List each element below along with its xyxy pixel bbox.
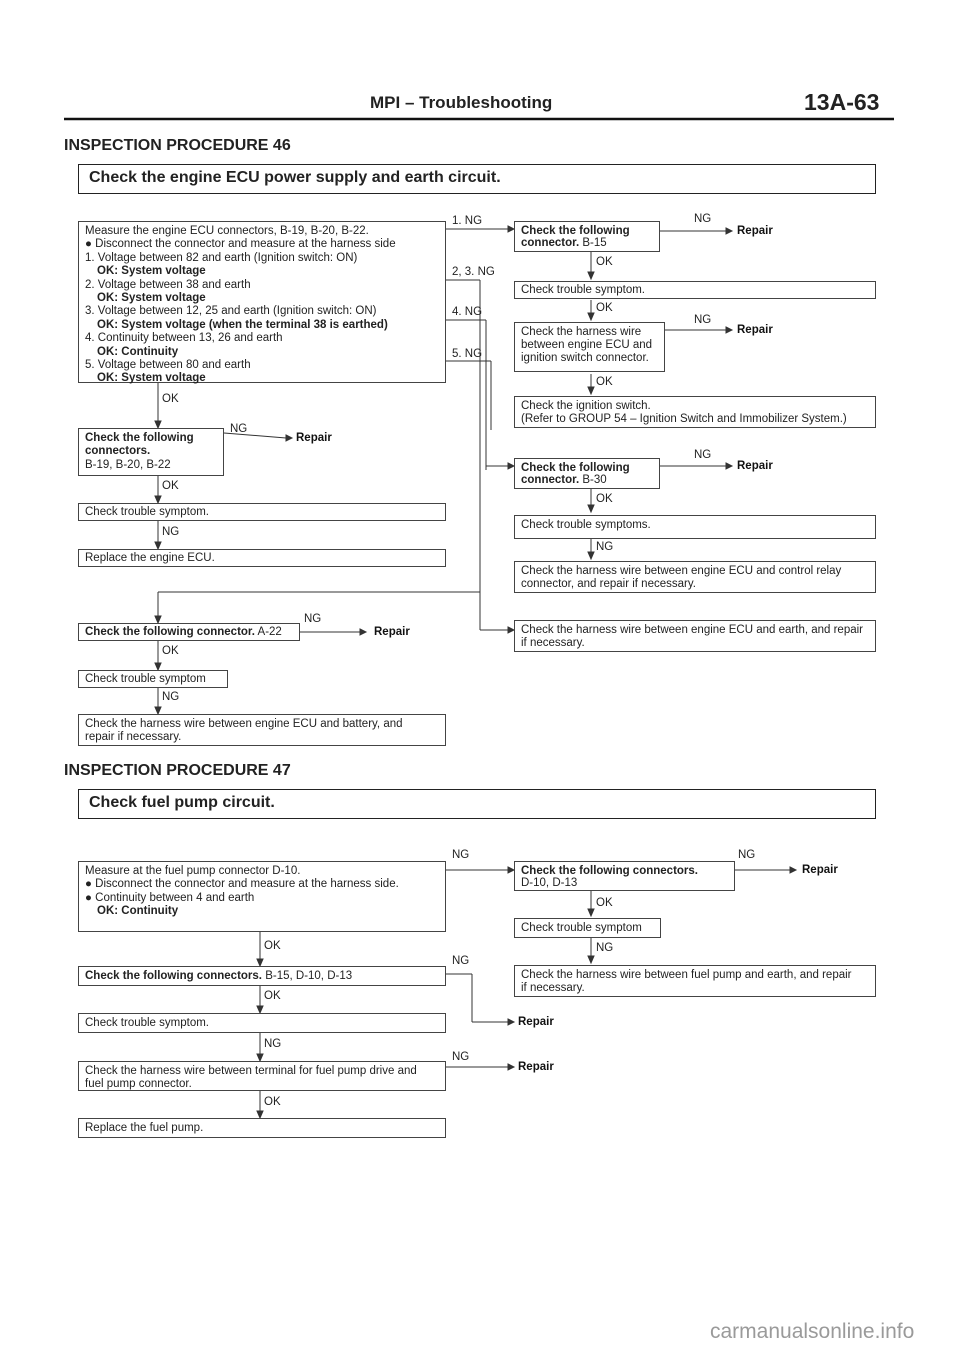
check-trouble-symptom-box: Check trouble symptom.	[514, 281, 876, 299]
label-ok: OK	[596, 897, 613, 909]
harness-earth-box: Check the harness wire between engine ECU and earth, and repair if necessary.	[514, 620, 876, 652]
check-trouble-symptom-box: Check trouble symptom.	[78, 1013, 446, 1033]
repair-label: Repair	[737, 324, 773, 336]
check-trouble-symptom-box: Check trouble symptom	[514, 918, 661, 938]
check-trouble-symptom-box: Check trouble symptom.	[78, 503, 446, 521]
repair-label: Repair	[802, 864, 838, 876]
label-ok: OK	[596, 493, 613, 505]
page-number: 13A-63	[804, 89, 880, 115]
footer-credit: carmanualsonline.info	[710, 1320, 915, 1343]
procedure-47-title: INSPECTION PROCEDURE 47	[64, 762, 291, 779]
label-ng: NG	[596, 942, 614, 954]
label-ng: NG	[694, 449, 712, 461]
repair-label: Repair	[296, 432, 332, 444]
replace-fuel-pump-box: Replace the fuel pump.	[78, 1118, 446, 1138]
label-ok: OK	[264, 1096, 281, 1108]
measure-ecu-box: Measure the engine ECU connectors, B-19, B-20, B-22. ● Disconnect the connector and measure at the harness side 1. Voltage between 82 and earth (Ignition switch: ON) OK: System voltage 2. Voltage between 38 and earth OK: System voltage 3. Voltage between 12, 25 and earth (Ignition switch: ON) OK: System voltage (when the terminal 38 is earthed) 4. Continuity between 13, 26 and earth OK: Continuity 5. Voltage between 80 and earth OK: System voltage	[78, 221, 446, 383]
label-ok: OK	[596, 256, 613, 268]
label-ok: OK	[162, 480, 179, 492]
label-ng: NG	[264, 1038, 282, 1050]
label-ok: OK	[162, 393, 179, 405]
label-ng: NG	[304, 613, 322, 625]
label-5-ng: 5. NG	[452, 348, 483, 360]
label-ng: NG	[694, 213, 712, 225]
label-ng: NG	[452, 849, 470, 861]
check-connectors-box: Check the following connectors. B-15, D-10, D-13	[78, 966, 446, 986]
label-ok: OK	[596, 376, 613, 388]
label-4-ng: 4. NG	[452, 306, 483, 318]
label-1-ng: 1. NG	[452, 215, 483, 227]
repair-label: Repair	[737, 460, 773, 472]
label-ok: OK	[264, 990, 281, 1002]
harness-ignition-box: Check the harness wire between engine ECU and ignition switch connector.	[514, 322, 665, 372]
check-b30-box: Check the following connector. B-30	[514, 458, 660, 489]
procedure-46-banner: Check the engine ECU power supply and earth circuit.	[78, 164, 876, 194]
repair-label: Repair	[518, 1016, 554, 1028]
harness-relay-box: Check the harness wire between engine ECU and control relay connector, and repair if necessary.	[514, 561, 876, 593]
label-ng: NG	[162, 691, 180, 703]
label-ng: NG	[596, 541, 614, 553]
label-ng: NG	[694, 314, 712, 326]
label-ok: OK	[596, 302, 613, 314]
check-trouble-symptom-box: Check trouble symptom	[78, 670, 228, 688]
label-ok: OK	[162, 645, 179, 657]
label-ng: NG	[452, 1051, 470, 1063]
check-b15-box: Check the following connector. B-15	[514, 221, 660, 252]
section-title: MPI – Troubleshooting	[370, 93, 553, 112]
check-trouble-symptoms-box: Check trouble symptoms.	[514, 515, 876, 539]
label-ok: OK	[264, 940, 281, 952]
label-ng: NG	[162, 526, 180, 538]
label-ng: NG	[452, 955, 470, 967]
ignition-switch-box: Check the ignition switch. (Refer to GROUP 54 – Ignition Switch and Immobilizer System.)	[514, 396, 876, 428]
repair-label: Repair	[374, 626, 410, 638]
check-a22-box: Check the following connector. A-22	[78, 623, 300, 641]
repair-label: Repair	[518, 1061, 554, 1073]
harness-battery-box: Check the harness wire between engine ECU and battery, and repair if necessary.	[78, 714, 446, 746]
check-connectors-box: Check the following connectors. D-10, D-13	[514, 861, 735, 891]
measure-fuel-pump-box: Measure at the fuel pump connector D-10. ● Disconnect the connector and measure at the harness side. ● Continuity between 4 and earth OK: Continuity	[78, 861, 446, 932]
replace-ecu-box: Replace the engine ECU.	[78, 549, 446, 567]
label-ng: NG	[738, 849, 756, 861]
repair-label: Repair	[737, 225, 773, 237]
harness-earth-box: Check the harness wire between fuel pump and earth, and repair if necessary.	[514, 965, 876, 997]
check-connectors-box: Check the following connectors. B-19, B-20, B-22	[78, 428, 224, 476]
label-23-ng: 2, 3. NG	[452, 266, 495, 278]
procedure-46-title: INSPECTION PROCEDURE 46	[64, 137, 291, 154]
harness-drive-box: Check the harness wire between terminal for fuel pump drive and fuel pump connector.	[78, 1061, 446, 1091]
label-ng: NG	[230, 423, 248, 435]
procedure-47-banner: Check fuel pump circuit.	[78, 789, 876, 819]
